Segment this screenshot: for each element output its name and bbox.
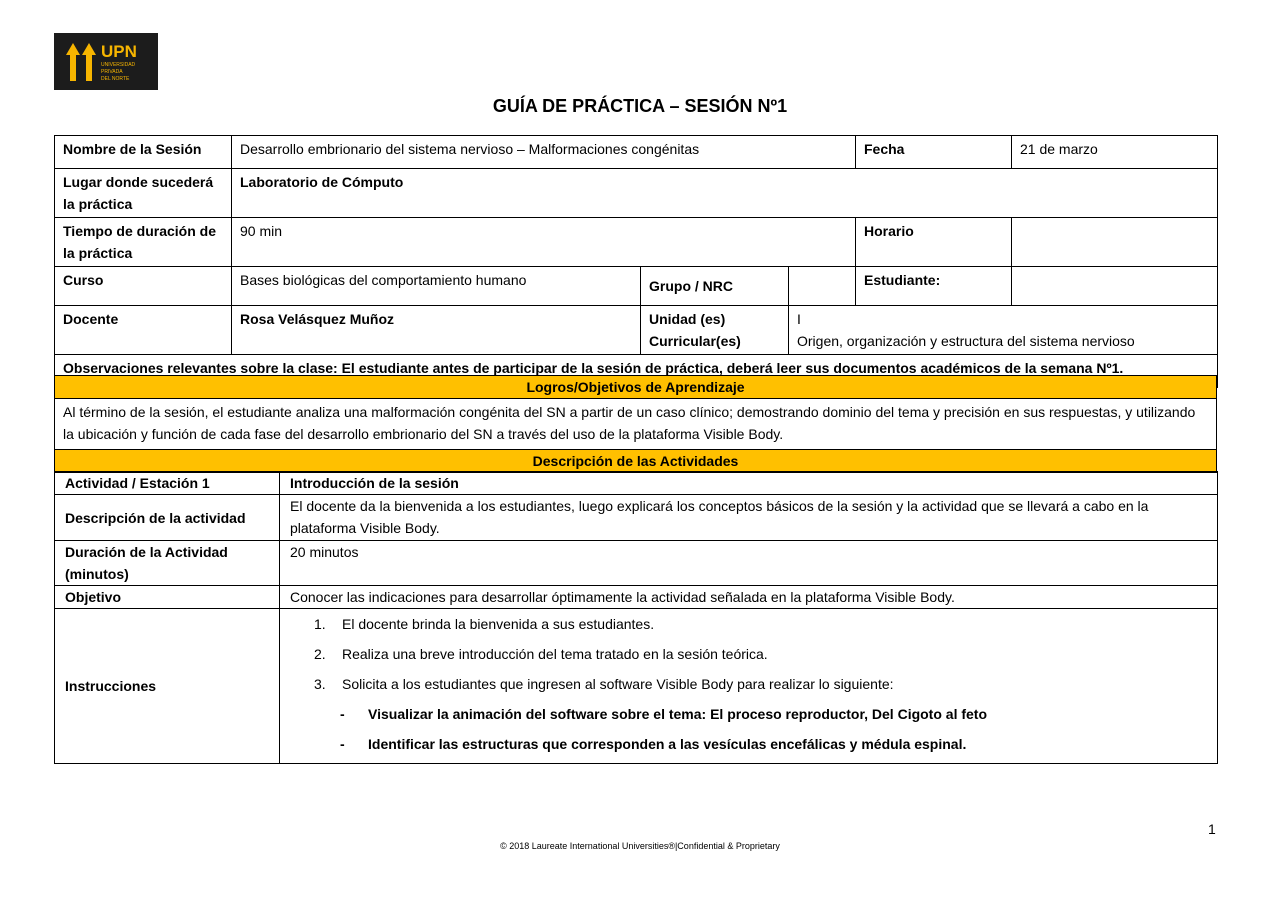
tiempo-value: 90 min <box>232 218 856 267</box>
fecha-value: 21 de marzo <box>1012 136 1218 169</box>
logros-table <box>54 375 1217 473</box>
observaciones: Observaciones relevantes sobre la clase: El estudiante antes de participar de la sesión de práctica, deberá leer sus documentos académicos de la semana Nº1. <box>55 355 1218 388</box>
svg-text:DEL NORTE: DEL NORTE <box>101 76 130 82</box>
logros-text: Al término de la sesión, el estudiante analiza una malformación congénita del SN a partir de un caso clínico; demostrando dominio del tema y precisión en sus respuestas, y utilizando la ubicación y función de cada fase del desarrollo embrionario del SN a través del uso de la plataforma Visible Body. <box>55 399 1217 450</box>
activity-table <box>54 471 1218 764</box>
lugar-value: Laboratorio de Cómputo <box>232 169 1218 218</box>
nombre-label: Nombre de la Sesión <box>55 136 232 169</box>
horario-value <box>1012 218 1218 267</box>
descripcion-label: Descripción de la actividad <box>55 495 280 541</box>
duracion-label: Duración de la Actividad (minutos) <box>55 541 280 586</box>
grupo-label: Grupo / NRC <box>641 267 789 306</box>
list-subitem: - Identificar las estructuras que corresponden a las vesículas encefálicas y médula espinal. <box>340 736 967 752</box>
actividad-value: Introducción de la sesión <box>280 472 1218 495</box>
tiempo-label: Tiempo de duración de la práctica <box>55 218 232 267</box>
horario-label: Horario <box>856 218 1012 267</box>
lugar-label: Lugar donde sucederá la práctica <box>55 169 232 218</box>
fecha-label: Fecha <box>856 136 1012 169</box>
svg-text:PRIVADA: PRIVADA <box>101 69 123 75</box>
footer-copyright: © 2018 Laureate International Universities®|Confidential & Proprietary <box>500 841 780 851</box>
svg-text:UPN: UPN <box>101 42 137 61</box>
instrucciones-cell <box>280 609 1218 764</box>
curso-label: Curso <box>55 267 232 306</box>
curso-value: Bases biológicas del comportamiento humano <box>232 267 641 306</box>
estudiante-value <box>1012 267 1218 306</box>
instrucciones-label: Instrucciones <box>55 609 280 764</box>
unidad-label: Unidad (es) Curricular(es) <box>641 306 789 355</box>
logros-heading: Logros/Objetivos de Aprendizaje <box>55 376 1217 399</box>
list-item: 2. Realiza una breve introducción del tema tratado en la sesión teórica. <box>314 646 768 662</box>
instructions-list <box>288 609 1209 759</box>
upn-logo-mark <box>54 33 158 90</box>
descripcion-value: El docente da la bienvenida a los estudiantes, luego explicará los conceptos básicos de la sesión y la actividad que se llevará a cabo en la plataforma Visible Body. <box>280 495 1218 541</box>
list-item: 3. Solicita a los estudiantes que ingresen al software Visible Body para realizar lo siguiente: <box>314 676 894 692</box>
objetivo-label: Objetivo <box>55 586 280 609</box>
objetivo-value: Conocer las indicaciones para desarrollar óptimamente la actividad señalada en la plataforma Visible Body. <box>280 586 1218 609</box>
unidad-cell <box>789 306 1218 355</box>
list-item: 1. El docente brinda la bienvenida a sus estudiantes. <box>314 616 655 632</box>
svg-text:UNIVERSIDAD: UNIVERSIDAD <box>101 62 136 68</box>
actividad-label: Actividad / Estación 1 <box>55 472 280 495</box>
page-number: 1 <box>1208 821 1216 837</box>
docente-value: Rosa Velásquez Muñoz <box>232 306 641 355</box>
actividades-heading: Descripción de las Actividades <box>55 450 1217 473</box>
nombre-value: Desarrollo embrionario del sistema nervioso – Malformaciones congénitas <box>232 136 856 169</box>
docente-label: Docente <box>55 306 232 355</box>
list-subitem: - Visualizar la animación del software sobre el tema: El proceso reproductor, Del Cigoto al feto <box>340 706 988 722</box>
grupo-value <box>789 267 856 306</box>
page-title: GUÍA DE PRÁCTICA – SESIÓN Nº1 <box>492 96 788 116</box>
estudiante-label: Estudiante: <box>856 267 1012 306</box>
unidad-num: I <box>797 311 801 327</box>
upn-logo <box>54 33 158 90</box>
unidad-value: Origen, organización y estructura del sistema nervioso <box>797 333 1135 349</box>
session-info-table <box>54 135 1218 388</box>
duracion-value: 20 minutos <box>280 541 1218 586</box>
